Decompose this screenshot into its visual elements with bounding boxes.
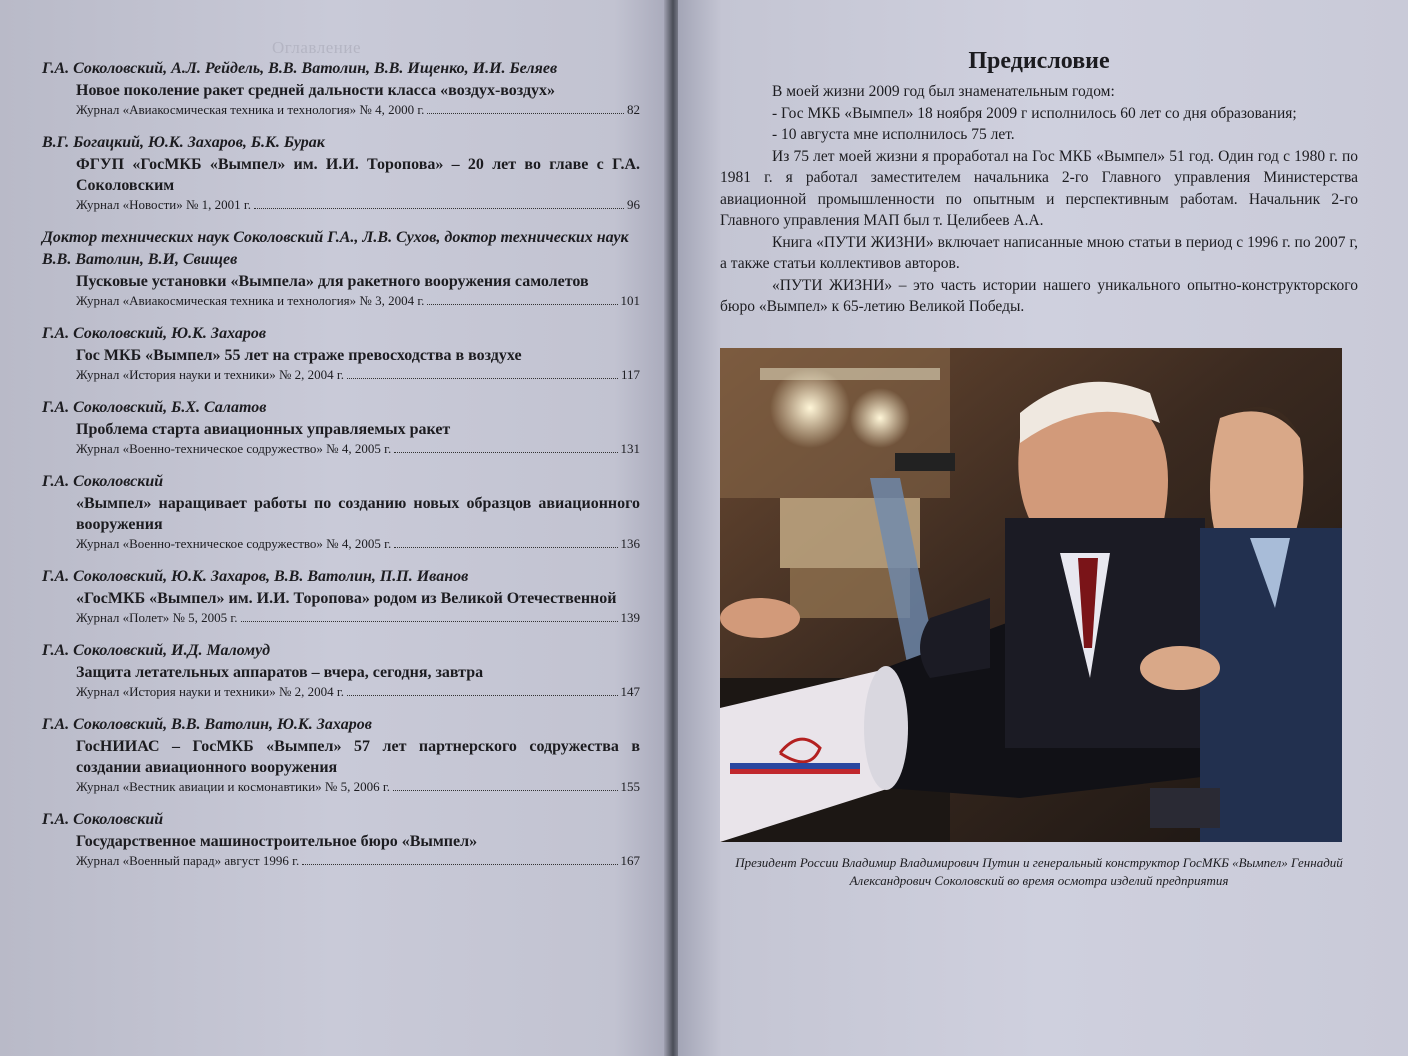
- toc-title: Государственное машиностроительное бюро «Вымпел»: [76, 833, 478, 850]
- faded-bleedthrough-text: Оглавление: [272, 38, 361, 57]
- photo-caption: Президент России Владимир Владимирович Путин и генеральный конструктор ГосМКБ «Вымпел» Геннадий Александрович Соколовский во время осмотра изделий предприятия: [735, 854, 1343, 888]
- toc-page-number: 167: [620, 853, 640, 868]
- toc-page-number: 82: [627, 102, 640, 117]
- toc-title: Новое поколение ракет средней дальности класса «воздух-воздух»: [76, 82, 556, 99]
- toc-source-line: [42, 101, 640, 119]
- toc-source: Журнал «Вестник авиации и космонавтики» № 5, 2006 г.: [76, 779, 390, 794]
- toc-entry: [42, 397, 640, 458]
- toc-authors: Г.А. Соколовский, И.Д. Маломуд: [42, 642, 271, 659]
- toc-page-number: 117: [620, 367, 640, 382]
- toc-source-line: [42, 292, 640, 310]
- preface-paragraph: - 10 августа мне исполнилось 75 лет.: [772, 126, 1015, 143]
- toc-authors: Г.А. Соколовский, В.В. Ватолин, Ю.К. Захаров: [42, 716, 372, 733]
- preface-paragraph: Из 75 лет моей жизни я проработал на Гос МКБ «Вымпел» 51 год. Один год с 1980 г. по 1981 г. я работал заместителем начальника 2-го Главного управления Министерства авиационной промышленности по опытным и перспективным работам. Начальник 2-го Главного управления МАП был т. Целибеев А.А.: [720, 147, 1358, 229]
- toc-source: Журнал «История науки и техники» № 2, 2004 г.: [76, 684, 344, 699]
- toc-source-line: [42, 440, 640, 458]
- toc-page-number: 155: [620, 779, 640, 794]
- toc-source: Журнал «Авиакосмическая техника и технология» № 3, 2004 г.: [76, 293, 425, 308]
- toc-source-line: [42, 366, 640, 384]
- toc-entry: [42, 714, 640, 796]
- toc-authors: В.Г. Богацкий, Ю.К. Захаров, Б.К. Бурак: [42, 134, 325, 151]
- toc-source: Журнал «История науки и техники» № 2, 2004 г.: [76, 367, 344, 382]
- preface-heading: Предисловие: [968, 48, 1110, 74]
- toc-entry: [42, 227, 640, 310]
- preface-paragraph: «ПУТИ ЖИЗНИ» – это часть истории нашего уникального опытно-конструкторского бюро «Вымпел» к 65-летию Великой Победы.: [720, 276, 1358, 315]
- dot-leader: [394, 547, 617, 548]
- toc-authors: Г.А. Соколовский, Б.Х. Салатов: [42, 399, 267, 416]
- toc-title: ФГУП «ГосМКБ «Вымпел» им. И.И. Торопова» – 20 лет во главе с Г.А. Соколовским: [76, 156, 640, 194]
- toc-source: Журнал «Полет» № 5, 2005 г.: [76, 610, 238, 625]
- toc-page-number: 139: [620, 610, 640, 625]
- toc-entry: [42, 58, 640, 119]
- toc-source-line: [42, 683, 640, 701]
- toc-source-line: [42, 196, 640, 214]
- toc-authors: Доктор технических наук Соколовский Г.А., Л.В. Сухов, доктор технических наук В.В. Ватолин, В.И, Свищев: [42, 229, 629, 268]
- toc-entry: [42, 323, 640, 384]
- left-page: [0, 0, 668, 1056]
- toc-page-number: 101: [620, 293, 640, 308]
- toc-entry: [42, 640, 640, 701]
- toc-source: Журнал «Авиакосмическая техника и технология» № 4, 2000 г.: [76, 102, 425, 117]
- toc-title: Гос МКБ «Вымпел» 55 лет на страже превосходства в воздухе: [76, 347, 522, 364]
- toc-title: Защита летательных аппаратов – вчера, сегодня, завтра: [76, 664, 484, 681]
- toc-source: Журнал «Военно-техническое содружество» № 4, 2005 г.: [76, 536, 392, 551]
- dot-leader: [254, 208, 624, 209]
- toc-source-line: [42, 609, 640, 627]
- toc-title: Пусковые установки «Вымпела» для ракетного вооружения самолетов: [76, 273, 589, 290]
- dot-leader: [427, 113, 624, 114]
- toc-title: Проблема старта авиационных управляемых ракет: [76, 421, 451, 438]
- preface-photo: [720, 348, 1342, 842]
- toc-authors: Г.А. Соколовский: [42, 811, 164, 828]
- toc-entry: [42, 809, 640, 870]
- dot-leader: [241, 621, 618, 622]
- dot-leader: [393, 790, 618, 791]
- dot-leader: [302, 864, 617, 865]
- toc-page-number: 96: [627, 197, 640, 212]
- toc-title: «ГосМКБ «Вымпел» им. И.И. Торопова» родом из Великой Отечественной: [76, 590, 617, 607]
- photo-illustration: [720, 348, 1342, 842]
- toc-source-line: [42, 778, 640, 796]
- toc-page-number: 131: [620, 441, 640, 456]
- dot-leader: [347, 695, 618, 696]
- toc-page-number: 136: [620, 536, 640, 551]
- toc-entry: [42, 471, 640, 553]
- toc-entry: [42, 566, 640, 627]
- toc-source: Журнал «Военно-техническое содружество» № 4, 2005 г.: [76, 441, 392, 456]
- toc-authors: Г.А. Соколовский, А.Л. Рейдель, В.В. Ватолин, В.В. Ищенко, И.И. Беляев: [42, 60, 558, 77]
- preface-paragraph: В моей жизни 2009 год был знаменательным годом:: [772, 83, 1115, 100]
- toc-title: «Вымпел» наращивает работы по созданию новых образцов авиационного вооружения: [76, 495, 640, 533]
- toc-page-number: 147: [620, 684, 640, 699]
- toc-title: ГосНИИАС – ГосМКБ «Вымпел» 57 лет партнерского содружества в создании авиационного вооружения: [76, 738, 640, 776]
- dot-leader: [347, 378, 618, 379]
- dot-leader: [427, 304, 617, 305]
- toc-entry: [42, 132, 640, 214]
- toc-authors: Г.А. Соколовский: [42, 473, 164, 490]
- preface-paragraph: Книга «ПУТИ ЖИЗНИ» включает написанные мною статьи в период с 1996 г. по 2007 г, а также статьи коллективов авторов.: [720, 233, 1358, 272]
- toc-source: Журнал «Новости» № 1, 2001 г.: [76, 197, 252, 212]
- toc-source: Журнал «Военный парад» август 1996 г.: [76, 853, 300, 868]
- right-page: [678, 0, 1408, 1056]
- toc-authors: Г.А. Соколовский, Ю.К. Захаров, В.В. Ватолин, П.П. Иванов: [42, 568, 469, 585]
- dot-leader: [394, 452, 617, 453]
- toc-authors: Г.А. Соколовский, Ю.К. Захаров: [42, 325, 266, 342]
- toc-source-line: [42, 535, 640, 553]
- preface-paragraph: - Гос МКБ «Вымпел» 18 ноября 2009 г исполнилось 60 лет со дня образования;: [772, 104, 1297, 122]
- toc-source-line: [42, 852, 640, 870]
